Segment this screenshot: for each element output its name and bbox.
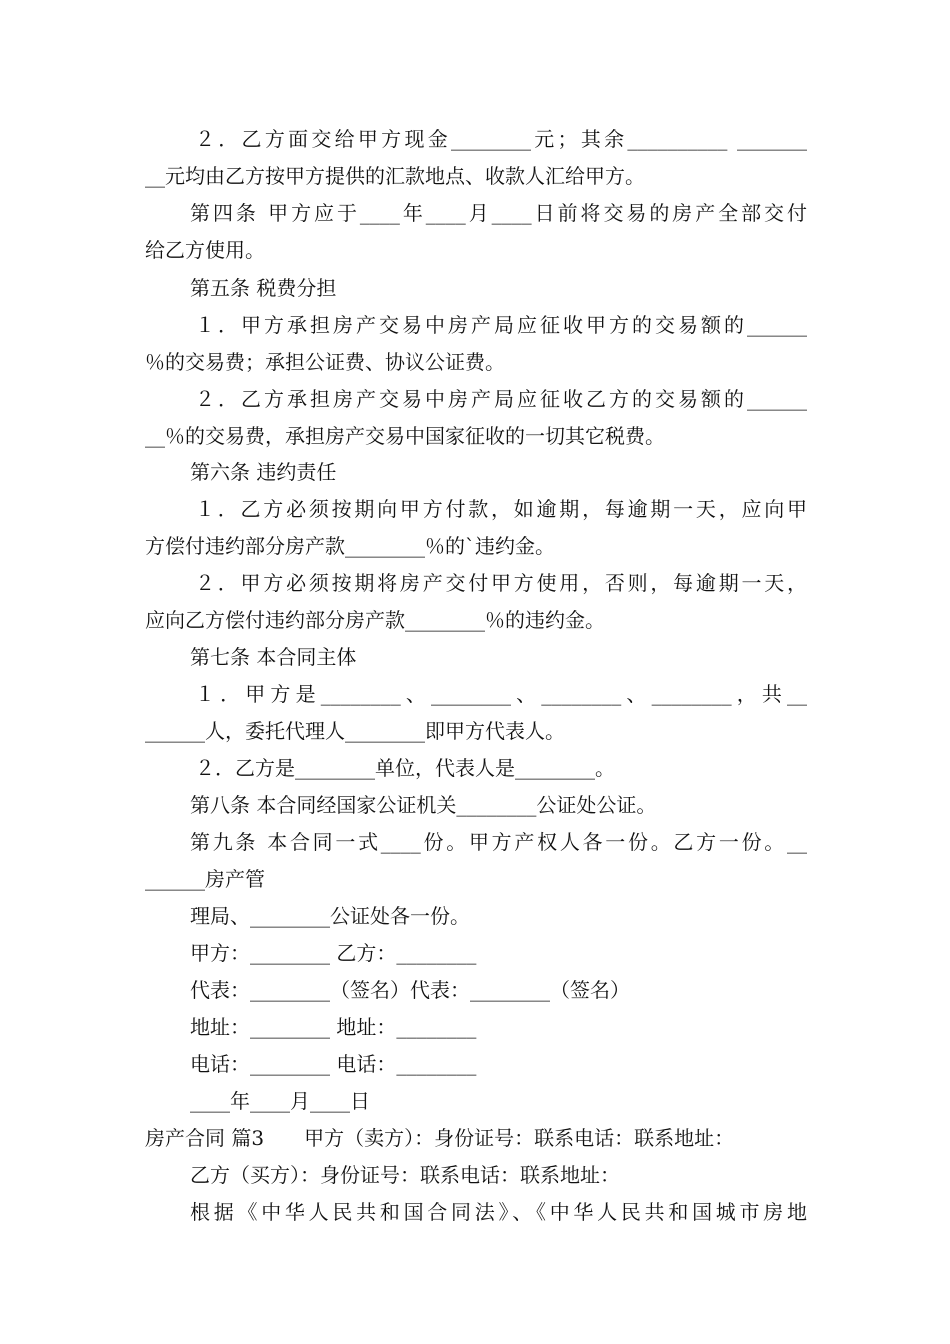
article-4-line-1: 第四条 甲方应于____年____月____日前将交易的房产全部交付 — [190, 201, 807, 225]
article-7-item-1-line-2: ______人，委托代理人________即甲方代表人。 — [145, 719, 565, 743]
article-8: 第八条 本合同经国家公证机关________公证处公证。 — [190, 793, 657, 817]
article-6-item-1-line-1: １．乙方必须按期向甲方付款，如逾期，每逾期一天，应向甲 — [195, 497, 807, 521]
article-9-line-3: 理局、________公证处各一份。 — [190, 904, 470, 928]
contract-3-basis-line: 根据《中华人民共和国合同法》、《中华人民共和国城市房地 — [190, 1200, 807, 1224]
article-5-item-1-line-1: １．甲方承担房产交易中房产局应征收甲方的交易额的______ — [195, 313, 807, 337]
contract-3-heading: 房产合同 篇3 甲方（卖方）：身份证号：联系电话：联系地址： — [145, 1126, 735, 1150]
article-9-line-2: ______房产管 — [145, 867, 265, 891]
contract-3-buyer-line: 乙方（买方）：身份证号：联系电话：联系地址： — [190, 1163, 620, 1187]
signature-date: ____年____月____日 — [190, 1089, 370, 1113]
article-5-item-2-line-1: ２．乙方承担房产交易中房产局应征收乙方的交易额的______ — [195, 387, 807, 411]
signature-phones: 电话：________ 电话：________ — [190, 1052, 477, 1076]
signature-representatives: 代表：________（签名）代表：________（签名） — [190, 978, 630, 1002]
article-6-item-2-line-2: 应向乙方偿付违约部分房产款________％的违约金。 — [145, 608, 605, 632]
article-5-heading: 第五条 税费分担 — [190, 276, 337, 300]
clause-3-item-2-line-1: ２．乙方面交给甲方现金________元；其余__________ _______ — [195, 127, 807, 151]
clause-3-item-2-line-2: __元均由乙方按甲方提供的汇款地点、收款人汇给甲方。 — [145, 164, 645, 188]
article-6-heading: 第六条 违约责任 — [190, 460, 337, 484]
article-5-item-1-line-2: ％的交易费；承担公证费、协议公证费。 — [145, 350, 505, 374]
article-7-item-2: ２．乙方是________单位，代表人是________。 — [195, 756, 615, 780]
article-6-item-1-line-2: 方偿付违约部分房产款________％的`违约金。 — [145, 534, 555, 558]
article-7-heading: 第七条 本合同主体 — [190, 645, 357, 669]
article-7-item-1-line-1: １．甲方是________、________、________、________，共__ — [195, 682, 807, 706]
article-9-line-1: 第九条 本合同一式____份。甲方产权人各一份。乙方一份。__ — [190, 830, 807, 854]
article-6-item-2-line-1: ２．甲方必须按期将房产交付甲方使用，否则，每逾期一天， — [195, 571, 807, 595]
signature-parties: 甲方：________ 乙方：________ — [190, 941, 477, 965]
article-5-item-2-line-2: __％的交易费，承担房产交易中国家征收的一切其它税费。 — [145, 424, 665, 448]
signature-addresses: 地址：________ 地址：________ — [190, 1015, 477, 1039]
article-4-line-2: 给乙方使用。 — [145, 238, 265, 262]
